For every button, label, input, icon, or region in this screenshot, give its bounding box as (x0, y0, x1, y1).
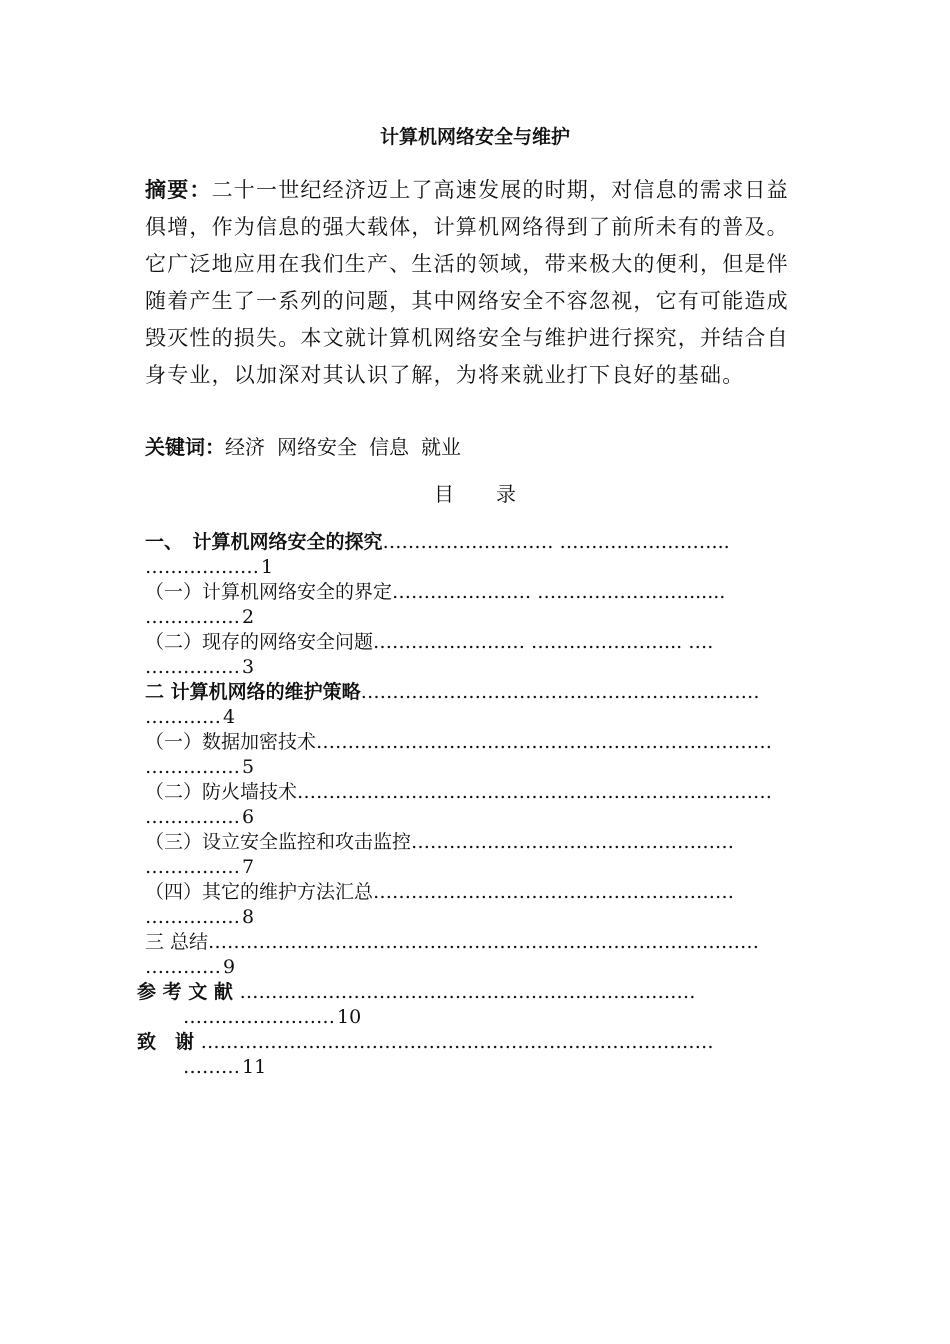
keywords-line (145, 430, 807, 464)
toc-entry[interactable] (145, 830, 807, 880)
toc-entry-title: 一、 计算机网络安全的探究 (145, 531, 383, 553)
toc-leader-dots: …………………… …………………... …. (373, 631, 714, 653)
toc-entry[interactable] (145, 630, 807, 680)
toc-leader-dots: ……… (183, 1056, 240, 1078)
toc-leader-dots: …………… (145, 906, 240, 928)
toc-page-number: 8 (242, 906, 255, 928)
toc-page-number: 11 (242, 1056, 267, 1078)
toc-page-number: 2 (242, 606, 255, 628)
toc-page-number: 6 (242, 806, 255, 828)
toc-entry[interactable] (145, 930, 807, 980)
toc-entry[interactable] (145, 680, 807, 730)
toc-page-number: 1 (261, 556, 274, 578)
toc-entry-title: （二）现存的网络安全问题 (145, 631, 374, 653)
toc-leader-dots: …………………… (183, 1006, 335, 1028)
keywords-label: 关键词： (145, 435, 225, 459)
toc-entry[interactable] (145, 580, 807, 630)
toc-entry[interactable] (137, 980, 807, 1030)
toc-page-number: 4 (223, 706, 236, 728)
toc-leader-dots: …………………………………………… (411, 831, 735, 853)
keyword: 信息 (369, 435, 409, 459)
toc-entry[interactable] (137, 1030, 807, 1080)
toc-leader-dots: ……………… (145, 556, 259, 578)
toc-entry-title: （三）设立安全监控和攻击监控 (145, 831, 412, 853)
toc-leader-dots: …………… (145, 806, 240, 828)
toc-leader-dots: …………………. ……………………...... (392, 581, 726, 603)
toc-page-number: 10 (337, 1006, 362, 1028)
toc-leader-dots: ……………………………………………………………… (316, 731, 773, 753)
table-of-contents (137, 530, 807, 1080)
toc-entry-title: （一）计算机网络安全的界定 (145, 581, 393, 603)
abstract-paragraph (145, 172, 807, 394)
toc-leader-dots: …………… (145, 656, 240, 678)
toc-entry[interactable] (145, 730, 807, 780)
toc-entry-title: 三 总结 (145, 931, 209, 953)
toc-page-number: 5 (242, 756, 255, 778)
toc-leader-dots: ………………………………………………… (373, 881, 735, 903)
toc-leader-dots: …………… (145, 856, 240, 878)
keyword: 就业 (421, 435, 461, 459)
toc-page-number: 9 (223, 956, 236, 978)
toc-page-number: 7 (242, 856, 255, 878)
keyword: 网络安全 (277, 435, 357, 459)
toc-leader-dots: …………………………………………………………………………… (208, 931, 760, 953)
toc-leader-dots: ……………………………………………………………… (239, 981, 696, 1003)
toc-title: 目录 (434, 482, 558, 506)
abstract-label: 摘要： (145, 178, 212, 202)
toc-page-number: 3 (242, 656, 255, 678)
toc-leader-dots: ………… (145, 956, 221, 978)
toc-entry[interactable] (145, 880, 807, 930)
toc-leader-dots: ……………………………………………………… (360, 681, 760, 703)
toc-entry-title: 致 谢 (137, 1031, 201, 1053)
toc-leader-dots: ………… (145, 706, 221, 728)
keyword: 经济 (225, 435, 265, 459)
abstract-text: 二十一世纪经济迈上了高速发展的时期，对信息的需求日益俱增，作为信息的强大载体，计算机网络得到了前所未有的普及。它广泛地应用在我们生产、生活的领域，带来极大的便利，但是伴随着产生了一系列的问题，其中网络安全不容忽视，它有可能造成毁灭性的损失。本文就计算机网络安全与维护进行探究，并结合自身专业，以加深对其认识了解，为将来就业打下良好的基础。 (145, 178, 789, 387)
toc-leader-dots: ……………………………………………………………………… (200, 1031, 714, 1053)
toc-entry-title: 二 计算机网络的维护策略 (145, 681, 361, 703)
toc-leader-dots: ………………………………………………………………… (297, 781, 773, 803)
toc-entry-title: （一）数据加密技术 (145, 731, 317, 753)
toc-leader-dots: …………… (145, 756, 240, 778)
toc-entry-title: （四）其它的维护方法汇总 (145, 881, 374, 903)
toc-entry[interactable] (145, 530, 807, 580)
document-title: 计算机网络安全与维护 (379, 126, 570, 148)
toc-leader-dots: …………… (145, 606, 240, 628)
toc-entry[interactable] (145, 780, 807, 830)
toc-entry-title: 参 考 文 献 (137, 981, 240, 1003)
toc-leader-dots: ……………………… ……………………... (382, 531, 730, 553)
toc-entry-title: （二）防火墙技术 (145, 781, 298, 803)
